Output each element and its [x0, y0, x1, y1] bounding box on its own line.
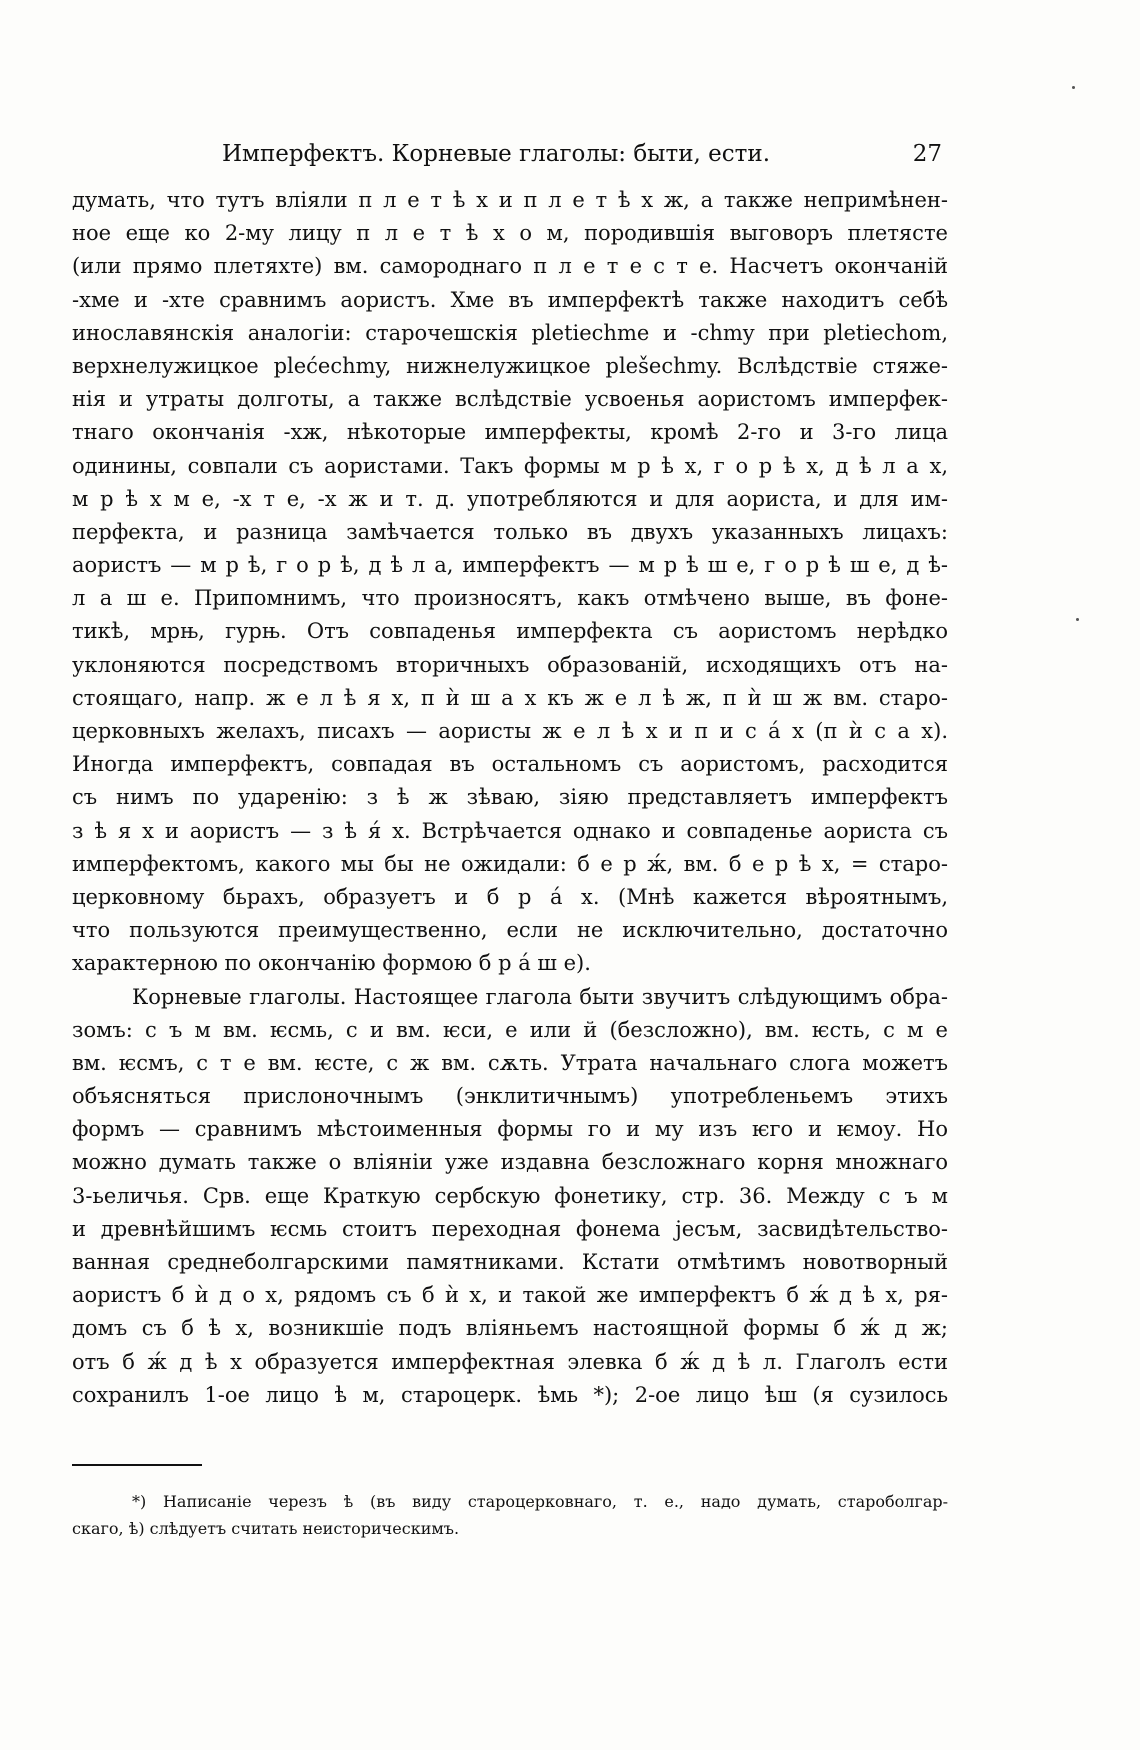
paragraph-root-verbs: [72, 981, 948, 1412]
text-line: и древнѣйшимъ ѥсмь стоитъ переходная фонема јесъм, засвидѣтельство-: [72, 1216, 948, 1241]
footnote-divider: [72, 1464, 202, 1466]
footnote: [72, 1488, 948, 1542]
main-text: [72, 184, 948, 1412]
text-line: домъ съ б ѣ х, возникшіе подъ вліяньемъ настоящной формы б ж́ д ж;: [72, 1316, 948, 1341]
paragraph-imperfect: [72, 184, 948, 981]
text-line: тикѣ, мрњ, гурњ. Отъ совпаденья имперфекта съ аористомъ нерѣдко: [72, 619, 948, 644]
page-number: 27: [912, 141, 942, 167]
text-line: зомъ: с ъ м вм. ѥсмь, с и вм. ѥси, е или й (безсложно), вм. ѥсть, с м е: [72, 1017, 948, 1042]
text-line: л а ш е. Припомнимъ, что произносятъ, какъ отмѣчено выше, въ фоне-: [72, 586, 948, 611]
text-line: инославянскія аналогіи: старочешскія pletiechme и -chmy при pletiechom,: [72, 320, 948, 345]
text-line: (или прямо плетяхте) вм. самороднаго п л е т е с т е. Насчетъ окончаній: [72, 254, 948, 279]
scan-speck: [1072, 86, 1075, 89]
text-line: одинины, совпали съ аористами. Такъ формы м р ѣ х, г о р ѣ х, д ѣ л а х,: [72, 453, 948, 478]
text-line: вм. ѥсмъ, с т е вм. ѥсте, с ж вм. сѫть. Утрата начальнаго слога можетъ: [72, 1050, 948, 1075]
scan-speck: [1076, 618, 1079, 621]
text-line: аористъ б ѝ д о х, рядомъ съ б ѝ х, и такой же имперфектъ б ж́ д ѣ х, ря-: [72, 1283, 948, 1308]
text-line: имперфектомъ, какого мы бы не ожидали: б е р ж́, вм. б е р ѣ х, = старо-: [72, 851, 948, 876]
text-line: -хме и -хте сравнимъ аористъ. Хме въ имперфектѣ также находитъ себѣ: [72, 287, 948, 312]
text-line: нія и утраты долготы, а также вслѣдствіе усвоенья аористомъ имперфек-: [72, 387, 948, 412]
text-line: характерною по окончанію формою б р а́ ш е).: [72, 951, 591, 976]
text-line: церковному бьрахъ, образуетъ и б р а́ х. (Мнѣ кажется вѣроятнымъ,: [72, 884, 948, 909]
text-line: ванная среднеболгарскими памятниками. Кстати отмѣтимъ новотворный: [72, 1250, 948, 1274]
text-line: Иногда имперфектъ, совпадая въ остальномъ съ аористомъ, расходится: [72, 752, 948, 777]
text-line: з ѣ я х и аористъ — з ѣ я́ х. Встрѣчается однако и совпаденье аориста съ: [72, 818, 948, 843]
text-line: 3-ьеличья. Срв. еще Краткую сербскую фонетику, стр. 36. Между с ъ м: [72, 1183, 948, 1208]
text-line: уклоняются посредствомъ вторичныхъ образованій, исходящихъ отъ на-: [72, 652, 948, 677]
footnote-line: *) Написаніе черезъ ѣ (въ виду староцерковнаго, т. е., надо думать, староболгар-: [132, 1492, 948, 1511]
text-line: аористъ — м р ѣ, г о р ѣ, д ѣ л а, имперфектъ — м р ѣ ш е, г о р ѣ ш е, д ѣ-: [72, 553, 948, 578]
text-line: перфекта, и разница замѣчается только въ двухъ указанныхъ лицахъ:: [72, 519, 948, 544]
text-line: формъ — сравнимъ мѣстоименныя формы го и му изъ ѥго и ѥмоу. Но: [72, 1117, 948, 1142]
text-line: стоящаго, напр. ж е л ѣ я х, п ѝ ш а х къ ж е л ѣ ж, п ѝ ш ж вм. старо-: [72, 685, 948, 710]
text-line: м р ѣ х м е, -х т е, -х ж и т. д. употребляются и для аориста, и для им-: [72, 486, 948, 511]
text-line: сохранилъ 1-ое лицо ѣ м, староцерк. ѣмь *); 2-ое лицо ѣш (я сузилось: [72, 1382, 948, 1407]
text-line: церковныхъ желахъ, писахъ — аористы ж е л ѣ х и п и с а́ х (п ѝ с а х).: [72, 719, 948, 743]
text-line: Корневые глаголы. Настоящее глагола быти звучитъ слѣдующимъ обра-: [132, 984, 948, 1009]
footnote-line: скаго, ѣ) слѣдуетъ считать неисторическимъ.: [72, 1519, 460, 1538]
text-line: думать, что тутъ вліяли п л е т ѣ х и п л е т ѣ х ж, а также непримѣнен-: [72, 188, 948, 212]
text-line: верхнелужицкое plećechmy, нижнелужицкое plešechmy. Вслѣдствіе стяже-: [72, 353, 948, 378]
text-line: отъ б ж́ д ѣ х образуется имперфектная элевка б ж́ д ѣ л. Глаголъ ести: [72, 1349, 948, 1374]
text-line: можно думать также о вліяніи уже издавна безсложнаго корня множнаго: [72, 1150, 948, 1175]
text-line: ное еще ко 2-му лицу п л е т ѣ х о м, породившія выговоръ плетясте: [72, 221, 948, 246]
header-title: Имперфектъ. Корневые глаголы: быти, ести.: [222, 141, 771, 167]
text-line: съ нимъ по ударенію: з ѣ ж зѣваю, зіяю представляетъ имперфектъ: [72, 785, 948, 810]
text-line: тнаго окончанія -хж, нѣкоторые имперфекты, кромѣ 2-го и 3-го лица: [72, 420, 948, 445]
running-header: [222, 134, 942, 174]
text-line: объясняться прислоночнымъ (энклитичнымъ) употребленьемъ этихъ: [72, 1084, 948, 1109]
text-line: что пользуются преимущественно, если не исключительно, достаточно: [72, 918, 948, 943]
